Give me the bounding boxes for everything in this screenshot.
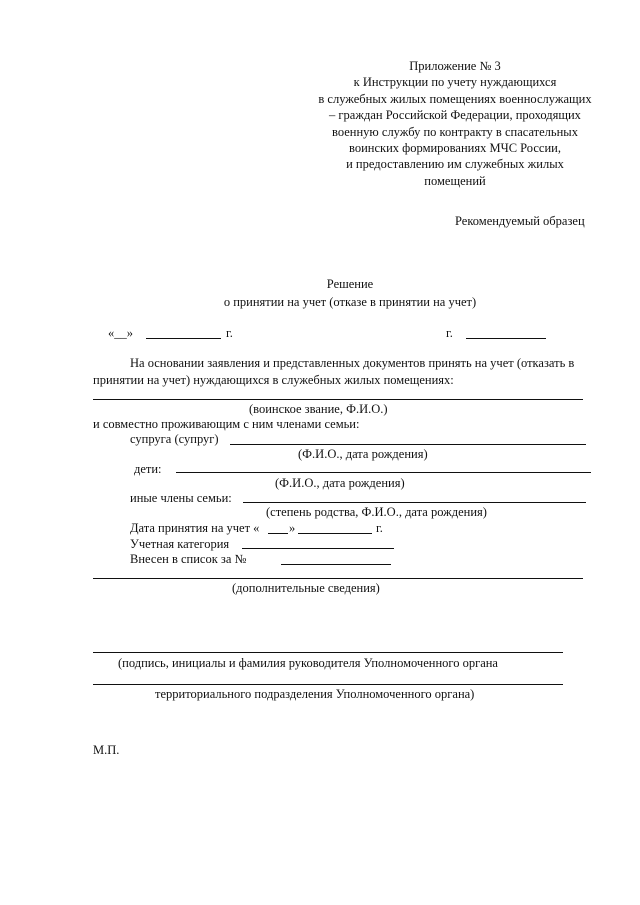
signature-caption-line1: (подпись, инициалы и фамилия руководителя Уполномоченного органа [118, 656, 498, 670]
form-subtitle: о принятии на учет (отказе в принятии на учет) [223, 295, 477, 309]
children-caption: (Ф.И.О., дата рождения) [275, 476, 405, 490]
date-year-suffix: г. [226, 326, 233, 340]
appendix-line: помещений [424, 173, 486, 188]
category-blank[interactable] [242, 548, 394, 549]
spouse-caption: (Ф.И.О., дата рождения) [298, 447, 428, 461]
other-members-blank[interactable] [243, 502, 586, 503]
additional-info-caption: (дополнительные сведения) [232, 581, 380, 595]
appendix-line: и предоставлению им служебных жилых [346, 157, 564, 172]
children-label: дети: [134, 462, 162, 476]
date-accepted-quote: » [289, 521, 296, 535]
date-month-blank[interactable] [146, 338, 221, 339]
appendix-header [300, 58, 610, 189]
additional-info-blank[interactable] [93, 578, 583, 579]
spouse-blank[interactable] [230, 444, 586, 445]
spouse-label: супруга (супруг) [130, 432, 219, 446]
other-members-caption: (степень родства, Ф.И.О., дата рождения) [266, 505, 487, 519]
body-paragraph-line2: принятии на учет) нуждающихся в служебных жилых помещениях: [93, 373, 454, 387]
appendix-line: военную службу по контракту в спасательных [332, 124, 578, 139]
stamp-label: М.П. [93, 743, 120, 757]
signature-blank-2[interactable] [93, 684, 563, 685]
list-number-blank[interactable] [281, 564, 391, 565]
appendix-line: воинских формированиях МЧС России, [349, 141, 561, 156]
date-day-quote: «__» [108, 326, 133, 340]
rank-name-caption: (воинское звание, Ф.И.О.) [249, 402, 388, 416]
appendix-line: к Инструкции по учету нуждающихся [353, 75, 557, 90]
city-blank[interactable] [466, 338, 546, 339]
appendix-line: в служебных жилых помещениях военнослужащих [318, 91, 592, 106]
date-accepted-suffix: г. [376, 521, 383, 535]
signature-blank[interactable] [93, 652, 563, 653]
category-label: Учетная категория [130, 537, 230, 551]
appendix-line: – граждан Российской Федерации, проходящих [329, 108, 581, 123]
list-number-label: Внесен в список за № [130, 552, 247, 566]
sample-label: Рекомендуемый образец [455, 214, 585, 228]
body-paragraph-line1: На основании заявления и представленных документов принять на учет (отказать в [130, 356, 575, 370]
rank-name-blank[interactable] [93, 399, 583, 400]
city-prefix: г. [446, 326, 453, 340]
form-title: Решение [326, 277, 374, 291]
date-accepted-day-blank[interactable] [268, 533, 288, 534]
children-blank[interactable] [176, 472, 591, 473]
appendix-line: Приложение № 3 [409, 59, 501, 73]
date-accepted-month-blank[interactable] [298, 533, 372, 534]
date-accepted-label: Дата принятия на учет « [130, 521, 260, 535]
signature-caption-line2: территориального подразделения Уполномоченного органа) [155, 687, 475, 701]
other-members-label: иные члены семьи: [130, 491, 232, 505]
family-intro: и совместно проживающим с ним членами семьи: [93, 417, 360, 431]
